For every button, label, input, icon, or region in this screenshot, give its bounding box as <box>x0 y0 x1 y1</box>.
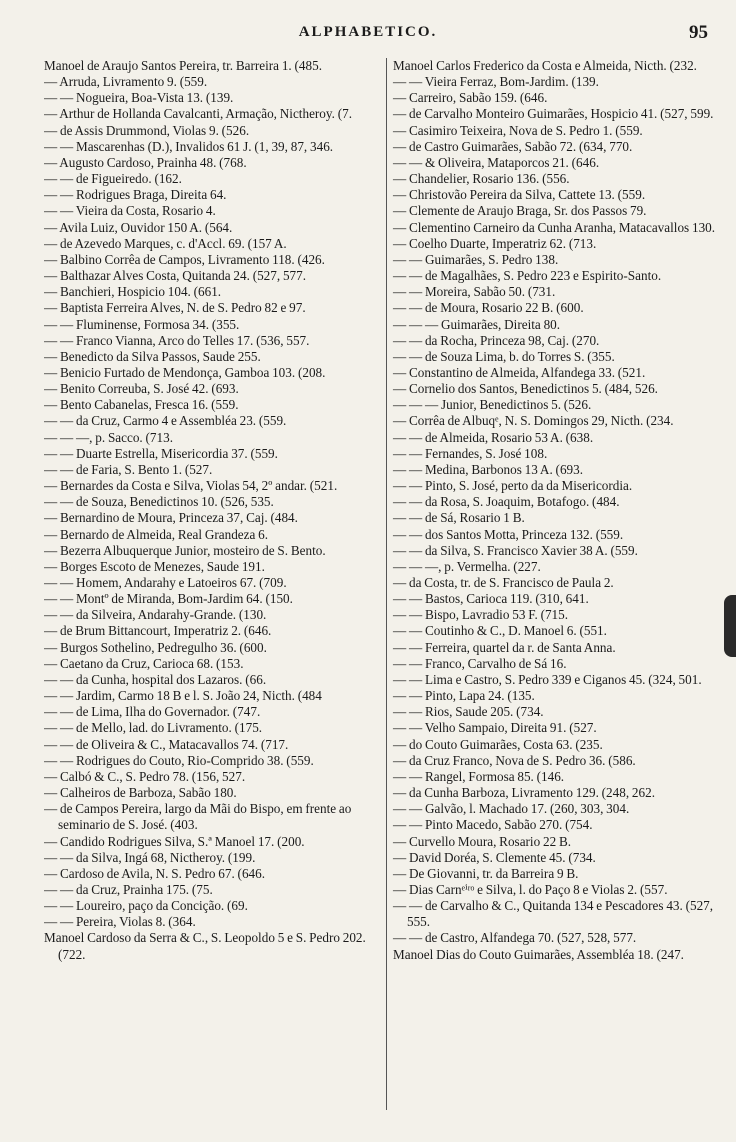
directory-entry: — — Vieira da Costa, Rosario 4. <box>44 203 216 219</box>
directory-entry: — — da Silveira, Andarahy-Grande. (130. <box>44 607 267 623</box>
directory-entry: — de Brum Bittancourt, Imperatriz 2. (646. <box>44 623 272 639</box>
directory-entry: — — —, p. Sacco. (713. <box>44 429 173 445</box>
directory-entry: — — Lima e Castro, S. Pedro 339 e Ciganos 45. (324, 501. <box>392 671 702 687</box>
directory-entry: — Corrêa de Albuqᵉ, N. S. Domingos 29, Nicth. (234. <box>392 413 674 429</box>
directory-entry: Manoel Dias do Couto Guimarães, Assembléa 18. (247. <box>392 946 684 962</box>
directory-entry: — Baptista Ferreira Alves, N. de S. Pedro 82 e 97. <box>44 300 306 316</box>
right-column <box>387 58 726 1110</box>
directory-entry: — De Giovanni, tr. da Barreira 9 B. <box>392 865 579 881</box>
directory-entry: — Cardoso de Avila, N. S. Pedro 67. (646. <box>44 865 266 881</box>
directory-entry: — Christovão Pereira da Silva, Cattete 13. (559. <box>392 187 646 203</box>
directory-entry: — — da Silva, Ingá 68, Nictheroy. (199. <box>44 849 256 865</box>
directory-entry: — — de Almeida, Rosario 53 A. (638. <box>392 429 594 445</box>
directory-entry: — Balbino Corrêa de Campos, Livramento 118. (426. <box>44 251 325 267</box>
directory-entry: — Banchieri, Hospicio 104. (661. <box>44 284 222 300</box>
page-edge-stain <box>724 595 736 657</box>
directory-entry: — da Cruz Franco, Nova de S. Pedro 36. (586. <box>392 752 636 768</box>
directory-entry: — Dias Carnᵉⁱʳᵒ e Silva, l. do Paço 8 e Violas 2. (557. <box>392 881 668 897</box>
directory-entry: — — Pinto Macedo, Sabão 270. (754. <box>392 817 593 833</box>
directory-entry: — — da Rocha, Princeza 98, Caj. (270. <box>392 332 600 348</box>
directory-entry: — Calbó & C., S. Pedro 78. (156, 527. <box>44 768 246 784</box>
directory-entry: — Chandelier, Rosario 136. (556. <box>392 171 570 187</box>
directory-entry: — Cornelio dos Santos, Benedictinos 5. (484, 526. <box>392 381 658 397</box>
directory-entry: — — da Cunha, hospital dos Lazaros. (66. <box>44 671 267 687</box>
directory-entry: — — Homem, Andarahy e Latoeiros 67. (709. <box>44 575 287 590</box>
directory-entry: — — de Souza, Benedictinos 10. (526, 535. <box>44 494 274 510</box>
directory-entry: — — Guimarães, S. Pedro 138. <box>392 251 559 267</box>
directory-entry: — — Rodrigues do Couto, Rio-Comprido 38. (559. <box>44 752 314 768</box>
directory-entry: — de Azevedo Marques, c. d'Accl. 69. (157 A. <box>44 235 287 251</box>
directory-entry: — Borges Escoto de Menezes, Saude 191. <box>44 558 265 574</box>
directory-entry: — — Medina, Barbonos 13 A. (693. <box>392 461 584 477</box>
page-header <box>0 22 736 46</box>
directory-entry: — — Jardim, Carmo 18 B e l. S. João 24, Nicth. (484 <box>44 688 322 704</box>
directory-entry: — Benedicto da Silva Passos, Saude 255. <box>44 348 261 364</box>
directory-entry: Manoel Carlos Frederico da Costa e Almeida, Nicth. (232. <box>392 58 697 73</box>
directory-entry: — Curvello Moura, Rosario 22 B. <box>392 833 572 849</box>
directory-entry: — Burgos Sothelino, Pedregulho 36. (600. <box>44 639 267 655</box>
directory-entry: — — Coutinho & C., D. Manoel 6. (551. <box>392 623 607 639</box>
directory-entry: — — Pereira, Violas 8. (364. <box>44 914 196 930</box>
directory-entry: — da Costa, tr. de S. Francisco de Paula 2. <box>392 575 614 590</box>
directory-entry: — — Fluminense, Formosa 34. (355. <box>44 316 240 332</box>
directory-entry: — Bento Cabanelas, Fresca 16. (559. <box>44 397 239 413</box>
directory-entry: — Candido Rodrigues Silva, S.ª Manoel 17. (200. <box>44 833 305 849</box>
directory-entry: — — de Sá, Rosario 1 B. <box>392 510 525 526</box>
directory-entry: — Balthazar Alves Costa, Quitanda 24. (527, 577. <box>44 268 307 284</box>
directory-entry: — Bernardo de Almeida, Real Grandeza 6. <box>44 526 269 542</box>
directory-entry: — — dos Santos Motta, Princeza 132. (559. <box>392 526 624 542</box>
left-column <box>44 58 387 1110</box>
directory-entry: — Arthur de Hollanda Cavalcanti, Armação, Nictheroy. (7. <box>44 106 353 122</box>
directory-entry: — — de Souza Lima, b. do Torres S. (355. <box>392 348 615 364</box>
directory-entry: — do Couto Guimarães, Costa 63. (235. <box>392 736 603 752</box>
directory-entry: — David Doréa, S. Clemente 45. (734. <box>392 849 596 865</box>
directory-entry: — — — Junior, Benedictinos 5. (526. <box>392 397 592 413</box>
directory-entry: — Carreiro, Sabão 159. (646. <box>392 90 548 106</box>
directory-entry: — — de Lima, Ilha do Governador. (747. <box>44 704 261 720</box>
directory-entry: — Bernardino de Moura, Princeza 37, Caj. (484. <box>44 510 298 526</box>
directory-entry: — — Franco Vianna, Arco do Telles 17. (536, 557. <box>44 332 310 348</box>
directory-entry: — — Fernandes, S. José 108. <box>392 445 548 461</box>
directory-entry: — — Mascarenhas (D.), Invalidos 61 J. (1, 39, 87, 346. <box>44 138 334 154</box>
directory-entry: — Benicio Furtado de Mendonça, Gamboa 103. (208. <box>44 364 326 380</box>
directory-entry: — Caetano da Cruz, Carioca 68. (153. <box>44 655 244 671</box>
directory-entry: — da Cunha Barboza, Livramento 129. (248, 262. <box>392 785 656 801</box>
directory-entry: — Constantino de Almeida, Alfandega 33. (521. <box>392 364 646 380</box>
directory-entry: — — & Oliveira, Mataporcos 21. (646. <box>392 154 600 170</box>
directory-entry: — Clementino Carneiro da Cunha Aranha, Matacavallos 130. <box>392 219 716 235</box>
directory-entry: — Benito Correuba, S. José 42. (693. <box>44 381 239 397</box>
directory-entry: — — Montº de Miranda, Bom-Jardim 64. (150. <box>44 591 293 607</box>
directory-entry: — — Duarte Estrella, Misericordia 37. (559. <box>44 445 278 461</box>
directory-entry: — Arruda, Livramento 9. (559. <box>44 74 208 90</box>
directory-entry: — — —, p. Vermelha. (227. <box>392 558 541 574</box>
directory-entry: — — da Rosa, S. Joaquim, Botafogo. (484. <box>392 494 620 510</box>
directory-entry: — — de Figueiredo. (162. <box>44 171 182 187</box>
directory-entry: — Coelho Duarte, Imperatriz 62. (713. <box>392 235 597 251</box>
directory-entry: — — Bastos, Carioca 119. (310, 641. <box>392 591 589 607</box>
directory-entry: — — Rios, Saude 205. (734. <box>392 704 544 720</box>
directory-entry: — de Castro Guimarães, Sabão 72. (634, 770. <box>392 138 633 154</box>
page-number: 95 <box>689 22 708 43</box>
directory-entry: — — Velho Sampaio, Direita 91. (527. <box>392 720 597 736</box>
directory-entry: — — Vieira Ferraz, Bom-Jardim. (139. <box>392 74 599 90</box>
directory-entry: — — Galvão, l. Machado 17. (260, 303, 304. <box>392 801 630 817</box>
directory-entry: — — de Moura, Rosario 22 B. (600. <box>392 300 584 316</box>
directory-entry: — — de Faria, S. Bento 1. (527. <box>44 461 213 477</box>
directory-entry: — Clemente de Araujo Braga, Sr. dos Passos 79. <box>392 203 647 219</box>
directory-entry: — — de Castro, Alfandega 70. (527, 528, 577. <box>392 930 637 946</box>
directory-entry: — Augusto Cardoso, Prainha 48. (768. <box>44 154 247 170</box>
directory-entry: — — Rangel, Formosa 85. (146. <box>392 768 565 784</box>
directory-entry: — — Pinto, S. José, perto da da Misericordia. <box>392 478 633 494</box>
directory-entry: — de Campos Pereira, largo da Mãi do Bispo, em frente ao seminario de S. José. (403. <box>44 801 352 833</box>
directory-entry: Manoel Cardoso da Serra & C., S. Leopoldo 5 e S. Pedro 202. (722. <box>44 930 366 962</box>
directory-entry: — — da Silva, S. Francisco Xavier 38 A. (559. <box>392 542 638 558</box>
directory-entry: Manoel de Araujo Santos Pereira, tr. Barreira 1. (485. <box>44 58 322 73</box>
directory-entry: — — Moreira, Sabão 50. (731. <box>392 284 556 300</box>
directory-entry: — — da Cruz, Prainha 175. (75. <box>44 881 213 897</box>
running-head: ALPHABETICO. <box>298 24 438 40</box>
directory-entry: — — Pinto, Lapa 24. (135. <box>392 688 535 704</box>
directory-entry: — — Franco, Carvalho de Sá 16. <box>392 655 567 671</box>
directory-entry: — — de Mello, lad. do Livramento. (175. <box>44 720 263 736</box>
directory-entry: — — — Guimarães, Direita 80. <box>392 316 561 332</box>
directory-entry: — Bernardes da Costa e Silva, Violas 54, 2º andar. (521. <box>44 478 338 494</box>
directory-entry: — — Bispo, Lavradio 53 F. (715. <box>392 607 569 623</box>
directory-entry: — — Rodrigues Braga, Direita 64. <box>44 187 227 203</box>
directory-entry: — — de Magalhães, S. Pedro 223 e Espirito-Santo. <box>392 268 662 284</box>
directory-entry: — — de Oliveira & C., Matacavallos 74. (717. <box>44 736 289 752</box>
directory-entry: — Bezerra Albuquerque Junior, mosteiro de S. Bento. <box>44 542 326 558</box>
directory-entry: — — Nogueira, Boa-Vista 13. (139. <box>44 90 234 106</box>
directory-entry: — de Carvalho Monteiro Guimarães, Hospicio 41. (527, 599. <box>392 106 714 122</box>
two-column-body <box>44 58 726 1110</box>
directory-entry: — — Loureiro, paço da Concição. (69. <box>44 898 248 914</box>
directory-entry: — — Ferreira, quartel da r. de Santa Anna. <box>392 639 616 655</box>
directory-entry: — de Assis Drummond, Violas 9. (526. <box>44 122 250 138</box>
directory-entry: — Casimiro Teixeira, Nova de S. Pedro 1. (559. <box>392 122 643 138</box>
directory-entry: — Calheiros de Barboza, Sabão 180. <box>44 785 237 801</box>
directory-entry: — — da Cruz, Carmo 4 e Assembléa 23. (559. <box>44 413 287 429</box>
directory-entry: — — de Carvalho & C., Quitanda 134 e Pescadores 43. (527, 555. <box>392 898 714 930</box>
directory-entry: — Avila Luiz, Ouvidor 150 A. (564. <box>44 219 233 235</box>
